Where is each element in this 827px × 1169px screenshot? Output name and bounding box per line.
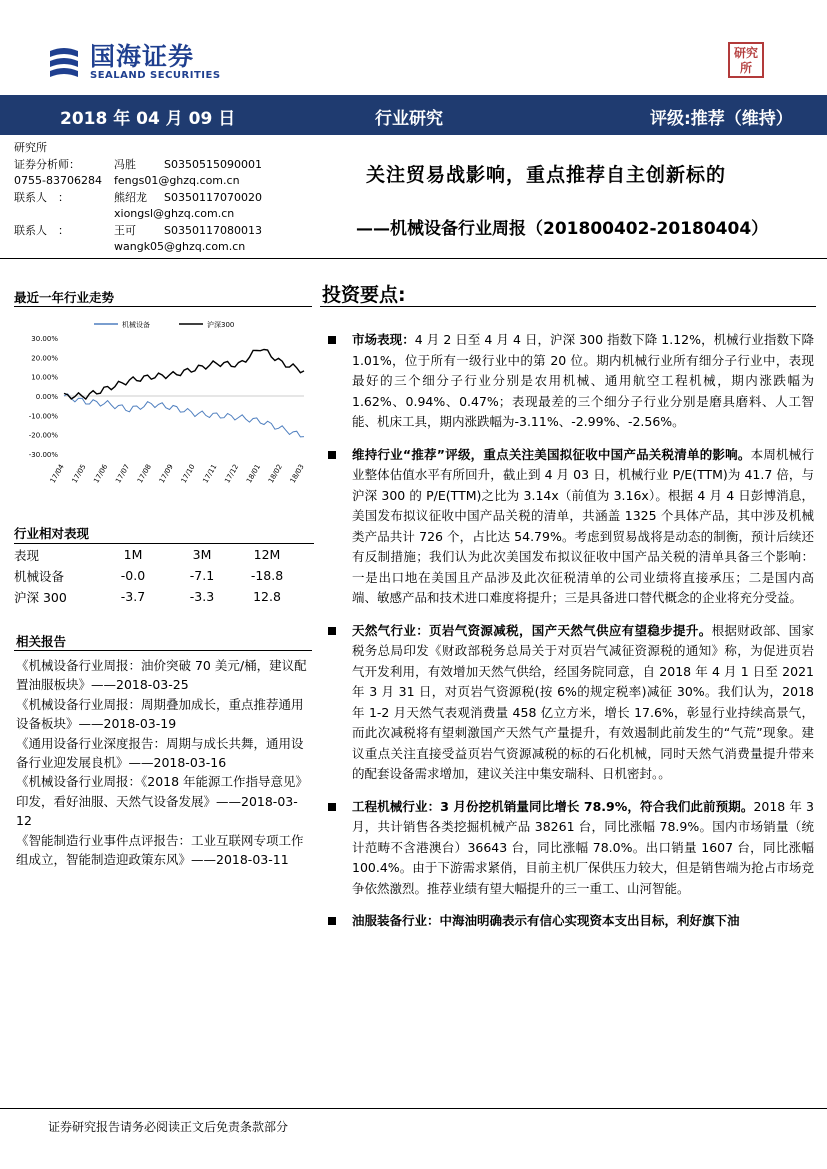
x-tick-label: 18/02 (266, 463, 284, 485)
x-tick-label: 17/06 (92, 463, 110, 485)
report-item[interactable]: 《机械设备行业周报：油价突破 70 美元/桶，建议配置油服板块》——2018-03-25 (16, 658, 307, 693)
y-tick-label: 20.00% (31, 354, 58, 363)
bullet-point: 天然气行业：页岩气资源减税，国产天然气供应有望稳步提升。根据财政部、国家税务总局印发《财政部税务总局关于对页岩气减征资源税的通知》称，为促进页岩气开发利用，有效增加天然气供给，经国务院同意，自 2018 年 4 月 1 日至 2021 年 3 月 31 日，对页岩气资源税(按 6%的规定税率)减征 30%。我们认为，2018 年 1-2 月天然气表观消费量 458 亿立方米，增长 17.6%，彰显行业持续高景气，而此次减税将有望刺激国产天然气产量提升，有效遏制此前发生的“气荒”现象。建议重点关注直接受益页岩气资源减税的标的石化机械，同时天然气消费量提升带来的配套设备需求增加，建议关注中集安瑞科、日机密封。。 (322, 621, 814, 785)
trend-label: 最近一年行业走势 (14, 290, 115, 305)
y-tick-label: 30.00% (31, 335, 58, 343)
analyst-row: 证券分析师： 冯胜 S0350515090001 (14, 157, 262, 171)
report-category: 行业研究 (375, 109, 443, 129)
y-tick-label: 10.00% (31, 373, 58, 382)
bullet-square-icon (328, 627, 336, 635)
perf-row: 沪深 300 -3.7 -3.3 12.8 (14, 589, 281, 605)
bullet-point: 工程机械行业：3 月份挖机销量同比增长 78.9%，符合我们此前预期。2018 年 3 月，共计销售各类挖掘机械产品 38261 台，同比涨幅 78.9%。国内市场销量（统计范畴不含港澳台）36643 台，同比涨幅 78.0%。出口销量 1607 台，同比涨幅 100.4%。由于下游需求紧俏，目前主机厂保供压力较大，但是销售端为抢占市场竞争依然激烈。推荐业绩有望大幅提升的三一重工、山河智能。 (322, 797, 814, 900)
analyst-row: xiongsl@ghzq.com.cn (114, 207, 235, 220)
rating: 评级:推荐（维持） (650, 109, 793, 129)
divider (0, 258, 827, 259)
perf-label: 行业相对表现 (14, 525, 90, 541)
bullet-square-icon (328, 451, 336, 459)
related-reports (16, 656, 312, 869)
divider (14, 650, 312, 651)
x-tick-label: 17/09 (157, 463, 175, 485)
dept: 研究所 (14, 141, 47, 154)
divider (14, 306, 312, 307)
y-tick-label: -30.00% (28, 451, 58, 459)
y-tick-label: -20.00% (28, 431, 58, 440)
x-tick-label: 18/03 (288, 463, 306, 485)
bullet-square-icon (328, 803, 336, 811)
report-subtitle: ——机械设备行业周报（201800402-20180404） (356, 219, 769, 239)
investment-title: 投资要点: (322, 284, 406, 306)
legend-label: 沪深300 (207, 321, 235, 329)
analyst-row: 0755-83706284 fengs01@ghzq.com.cn (14, 174, 240, 187)
x-tick-label: 18/01 (245, 463, 263, 485)
x-tick-label: 17/10 (179, 463, 197, 485)
x-tick-label: 17/05 (70, 463, 88, 485)
analyst-row: wangk05@ghzq.com.cn (114, 240, 246, 253)
y-tick-label: 0.00% (35, 393, 58, 401)
logo-cn: 国海证券 (90, 42, 195, 71)
sealand-logo-icon (44, 43, 84, 83)
footer-disclaimer: 证券研究报告请务必阅读正文后免责条款部分 (48, 1120, 289, 1134)
relative-performance (14, 525, 314, 607)
analyst-row: 联系人 ： 熊绍龙 S0350117070020 (14, 190, 262, 204)
report-item[interactable]: 《机械设备行业周报：《2018 年能源工作指导意见》印发，看好油服、天然气设备发展》——2018-03-12 (16, 774, 309, 829)
report-item[interactable]: 《智能制造行业事件点评报告：工业互联网专项工作组成立，智能制造迎政策东风》——2018-03-11 (16, 832, 304, 868)
report-title: 关注贸易战影响，重点推荐自主创新标的 (366, 164, 727, 186)
x-tick-label: 17/07 (114, 463, 132, 485)
logo-en: SEALAND SECURITIES (90, 70, 221, 81)
report-item[interactable]: 《通用设备行业深度报告：周期与成长共舞，通用设备行业迎发展良机》——2018-03-16 (16, 735, 304, 771)
report-item[interactable]: 《机械设备行业周报：周期叠加成长，重点推荐通用设备板块》——2018-03-19 (16, 696, 304, 732)
analyst-info (14, 140, 314, 256)
divider (320, 306, 816, 307)
x-tick-label: 17/08 (135, 463, 154, 485)
bullet-square-icon (328, 336, 336, 344)
x-tick-label: 17/12 (223, 463, 241, 485)
header-bar (0, 95, 827, 135)
y-tick-label: -10.00% (28, 412, 58, 421)
x-tick-label: 17/11 (201, 463, 219, 485)
series-line-1 (64, 350, 304, 400)
legend-label: 机械设备 (122, 321, 150, 329)
report-date: 2018 年 04 月 09 日 (60, 109, 236, 129)
industry-trend-chart (14, 316, 314, 496)
investment-points (322, 330, 814, 944)
bullet-point: 维持行业“推荐”评级，重点关注美国拟征收中国产品关税清单的影响。本周机械行业整体估值水平有所回升，截止到 4 月 03 日，机械行业 P/E(TTM)为 41.7 倍，与沪深 300 的 P/E(TTM)之比为 3.14x（前值为 3.16x）。根据 4 月 4 日彭博消息，美国发布拟议征收中国产品关税的清单，共涵盖 1325 个具体产品，其中涉及机械类产品共计 726 个，占比达 54.79%。考虑到贸易战将是动态的制衡，预计后续还有反制措施；我们认为此次美国发布拟议征收中国产品关税的清单具备三个影响：一是出口地在美国且产品涉及此次征税清单的公司业绩将直接承压；二是国内高端、敏感产品和技术进口难度将提升；三是具备进口替代概念的企业将充分受益。 (322, 445, 814, 609)
bullet-point: 市场表现：4 月 2 日至 4 月 4 日，沪深 300 指数下降 1.12%，机械行业指数下降 1.01%，位于所有一级行业中的第 20 位。期内机械行业所有细分子行业中，表现最好的三个细分子行业分别是农用机械、通用航空工程机械，期内涨跌幅为 1.62%、0.94%、0.47%；表现最差的三个细分子行业分别是磨具磨料、人工智能、机床工具，期内涨跌幅为-3.11%、-2.99%、-2.56%。 (322, 330, 814, 433)
perf-row: 机械设备 -0.0 -7.1 -18.8 (14, 568, 284, 584)
bullet-square-icon (328, 917, 336, 925)
analyst-row: 联系人 ： 王可 S0350117080013 (14, 223, 262, 237)
company-logo (44, 40, 221, 86)
series-line-0 (64, 394, 304, 437)
perf-row: 表现 1M 3M 12M (14, 547, 281, 563)
research-seal: 研究 所 (728, 42, 764, 78)
reports-label: 相关报告 (16, 634, 67, 649)
x-tick-label: 17/04 (48, 463, 66, 485)
bullet-point: 油服装备行业：中海油明确表示有信心实现资本支出目标，利好旗下油 (322, 911, 814, 932)
footer-divider (0, 1108, 827, 1109)
